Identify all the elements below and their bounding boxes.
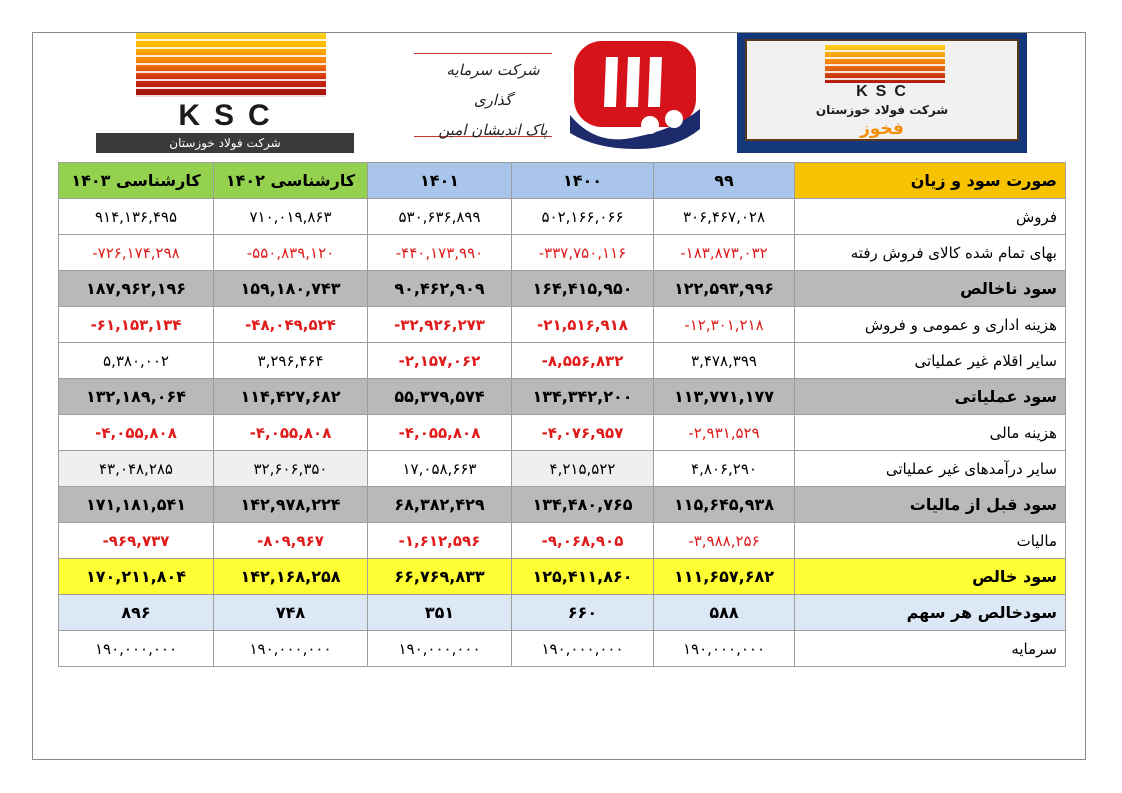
table-cell: ۱۹۰,۰۰۰,۰۰۰ <box>512 631 654 667</box>
table-cell: -۴,۰۷۶,۹۵۷ <box>512 415 654 451</box>
table-title: صورت سود و زیان <box>795 163 1066 199</box>
table-cell: ۳,۲۹۶,۴۶۴ <box>214 343 368 379</box>
row-label: سایر درآمدهای غیر عملیاتی <box>795 451 1066 487</box>
row-label: سود عملیاتی <box>795 379 1066 415</box>
ksc-sun-bands-graphic <box>136 33 326 97</box>
row-label: سایر اقلام غیر عملیاتی <box>795 343 1066 379</box>
table-cell: ۱۸۷,۹۶۲,۱۹۶ <box>59 271 214 307</box>
table-cell: ۹۱۴,۱۳۶,۴۹۵ <box>59 199 214 235</box>
ksc-logo-left <box>96 33 354 153</box>
table-cell: -۸۰۹,۹۶۷ <box>214 523 368 559</box>
table-cell: -۸,۵۵۶,۸۳۲ <box>512 343 654 379</box>
table-cell: ۳۵۱ <box>368 595 512 631</box>
table-cell: ۷۱۰,۰۱۹,۸۶۳ <box>214 199 368 235</box>
table-row <box>59 199 1066 235</box>
table-cell: ۱۲۲,۵۹۳,۹۹۶ <box>654 271 795 307</box>
fakhouz-logo-panel <box>745 39 1019 141</box>
row-label: سود قبل از مالیات <box>795 487 1066 523</box>
row-label: مالیات <box>795 523 1066 559</box>
table-cell: -۴۸,۰۴۹,۵۲۴ <box>214 307 368 343</box>
fakhouz-logo-right <box>737 33 1027 153</box>
logo-text-line2: پاک اندیشان امین <box>438 121 548 139</box>
table-cell: -۳,۹۸۸,۲۵۶ <box>654 523 795 559</box>
table-row <box>59 631 1066 667</box>
fakhouz-wordmark: KSC <box>856 83 914 100</box>
table-cell: ۵۰۲,۱۶۶,۰۶۶ <box>512 199 654 235</box>
table-row <box>59 559 1066 595</box>
table-cell: ۱۱۴,۴۲۷,۶۸۲ <box>214 379 368 415</box>
table-row <box>59 235 1066 271</box>
table-cell: ۱۷۱,۱۸۱,۵۴۱ <box>59 487 214 523</box>
row-label: هزینه مالی <box>795 415 1066 451</box>
table-cell: -۴,۰۵۵,۸۰۸ <box>368 415 512 451</box>
table-cell: -۲,۹۳۱,۵۲۹ <box>654 415 795 451</box>
table-cell: ۱۱۳,۷۷۱,۱۷۷ <box>654 379 795 415</box>
table-cell: ۴,۲۱۵,۵۲۲ <box>512 451 654 487</box>
table-cell: ۱۷۰,۲۱۱,۸۰۴ <box>59 559 214 595</box>
column-header: کارشناسی ۱۴۰۳ <box>59 163 214 199</box>
table-cell: ۱۲۵,۴۱۱,۸۶۰ <box>512 559 654 595</box>
table-cell: ۱۴۲,۹۷۸,۲۲۴ <box>214 487 368 523</box>
row-label: سود خالص <box>795 559 1066 595</box>
column-header: ۱۴۰۱ <box>368 163 512 199</box>
table-header-row <box>59 163 1066 199</box>
table-cell: -۵۵۰,۸۳۹,۱۲۰ <box>214 235 368 271</box>
table-cell: -۴,۰۵۵,۸۰۸ <box>214 415 368 451</box>
table-cell: -۶۱,۱۵۳,۱۳۴ <box>59 307 214 343</box>
table-row <box>59 379 1066 415</box>
table-cell: -۲۱,۵۱۶,۹۱۸ <box>512 307 654 343</box>
fakhouz-company-name: شرکت فولاد خوزستان <box>815 103 949 117</box>
table-cell: ۱۱۵,۶۴۵,۹۳۸ <box>654 487 795 523</box>
row-label: هزینه اداری و عمومی و فروش <box>795 307 1066 343</box>
table-cell: ۹۰,۴۶۲,۹۰۹ <box>368 271 512 307</box>
table-cell: -۴,۰۵۵,۸۰۸ <box>59 415 214 451</box>
table-cell: ۱۹۰,۰۰۰,۰۰۰ <box>654 631 795 667</box>
table-cell: -۷۲۶,۱۷۴,۲۹۸ <box>59 235 214 271</box>
table-cell: ۵۸۸ <box>654 595 795 631</box>
table-cell: ۵,۳۸۰,۰۰۲ <box>59 343 214 379</box>
table-row <box>59 343 1066 379</box>
ksc-wordmark: KSC <box>178 99 284 132</box>
table-cell: -۱,۶۱۲,۵۹۶ <box>368 523 512 559</box>
investment-company-logo <box>414 33 706 153</box>
table-cell: ۱۶۴,۴۱۵,۹۵۰ <box>512 271 654 307</box>
row-label: بهای تمام شده کالای فروش رفته <box>795 235 1066 271</box>
table-cell: -۹۶۹,۷۳۷ <box>59 523 214 559</box>
table-cell: ۶۶,۷۶۹,۸۳۳ <box>368 559 512 595</box>
logo-text-line1: شرکت سرمایه گذاری <box>446 61 540 109</box>
table-cell: -۳۳۷,۷۵۰,۱۱۶ <box>512 235 654 271</box>
ksc-company-name: شرکت فولاد خوزستان <box>96 133 354 153</box>
row-label: سرمایه <box>795 631 1066 667</box>
table-row <box>59 487 1066 523</box>
fakhouz-sun-bands-graphic <box>825 45 945 83</box>
table-cell: -۹,۰۶۸,۹۰۵ <box>512 523 654 559</box>
column-header: ۹۹ <box>654 163 795 199</box>
income-statement-table <box>58 162 1066 667</box>
table-cell: ۵۳۰,۶۳۶,۸۹۹ <box>368 199 512 235</box>
investment-company-emblem <box>566 37 704 149</box>
table-cell: ۸۹۶ <box>59 595 214 631</box>
table-cell: ۱۴۲,۱۶۸,۲۵۸ <box>214 559 368 595</box>
table-cell: ۵۵,۳۷۹,۵۷۴ <box>368 379 512 415</box>
table-cell: ۱۳۴,۴۸۰,۷۶۵ <box>512 487 654 523</box>
table-cell: ۳۰۶,۴۶۷,۰۲۸ <box>654 199 795 235</box>
table-cell: -۳۲,۹۲۶,۲۷۳ <box>368 307 512 343</box>
table-cell: ۱۵۹,۱۸۰,۷۴۳ <box>214 271 368 307</box>
table-cell: ۱۹۰,۰۰۰,۰۰۰ <box>368 631 512 667</box>
table-cell: ۴۳,۰۴۸,۲۸۵ <box>59 451 214 487</box>
table-cell: -۲,۱۵۷,۰۶۲ <box>368 343 512 379</box>
table-row <box>59 415 1066 451</box>
table-cell: ۶۸,۳۸۲,۴۲۹ <box>368 487 512 523</box>
table-cell: ۱۳۴,۳۴۲,۲۰۰ <box>512 379 654 415</box>
table-row <box>59 307 1066 343</box>
table-cell: ۱۱۱,۶۵۷,۶۸۲ <box>654 559 795 595</box>
table-cell: ۱۳۲,۱۸۹,۰۶۴ <box>59 379 214 415</box>
table-cell: ۴,۸۰۶,۲۹۰ <box>654 451 795 487</box>
table-cell: ۱۹۰,۰۰۰,۰۰۰ <box>214 631 368 667</box>
table-cell: -۴۴۰,۱۷۳,۹۹۰ <box>368 235 512 271</box>
table-cell: ۳۲,۶۰۶,۳۵۰ <box>214 451 368 487</box>
column-header: کارشناسی ۱۴۰۲ <box>214 163 368 199</box>
table-row <box>59 595 1066 631</box>
table-cell: ۳,۴۷۸,۳۹۹ <box>654 343 795 379</box>
table-row <box>59 523 1066 559</box>
table-row <box>59 271 1066 307</box>
fakhouz-ticker: فخوز <box>860 119 904 139</box>
table-cell: ۶۶۰ <box>512 595 654 631</box>
table-cell: ۱۷,۰۵۸,۶۶۳ <box>368 451 512 487</box>
table-cell: ۷۴۸ <box>214 595 368 631</box>
row-label: فروش <box>795 199 1066 235</box>
table-cell: -۱۲,۳۰۱,۲۱۸ <box>654 307 795 343</box>
table-row <box>59 451 1066 487</box>
table-cell: -۱۸۳,۸۷۳,۰۳۲ <box>654 235 795 271</box>
logo-text <box>428 55 558 145</box>
column-header: ۱۴۰۰ <box>512 163 654 199</box>
row-label: سودخالص هر سهم <box>795 595 1066 631</box>
row-label: سود ناخالص <box>795 271 1066 307</box>
table-cell: ۱۹۰,۰۰۰,۰۰۰ <box>59 631 214 667</box>
